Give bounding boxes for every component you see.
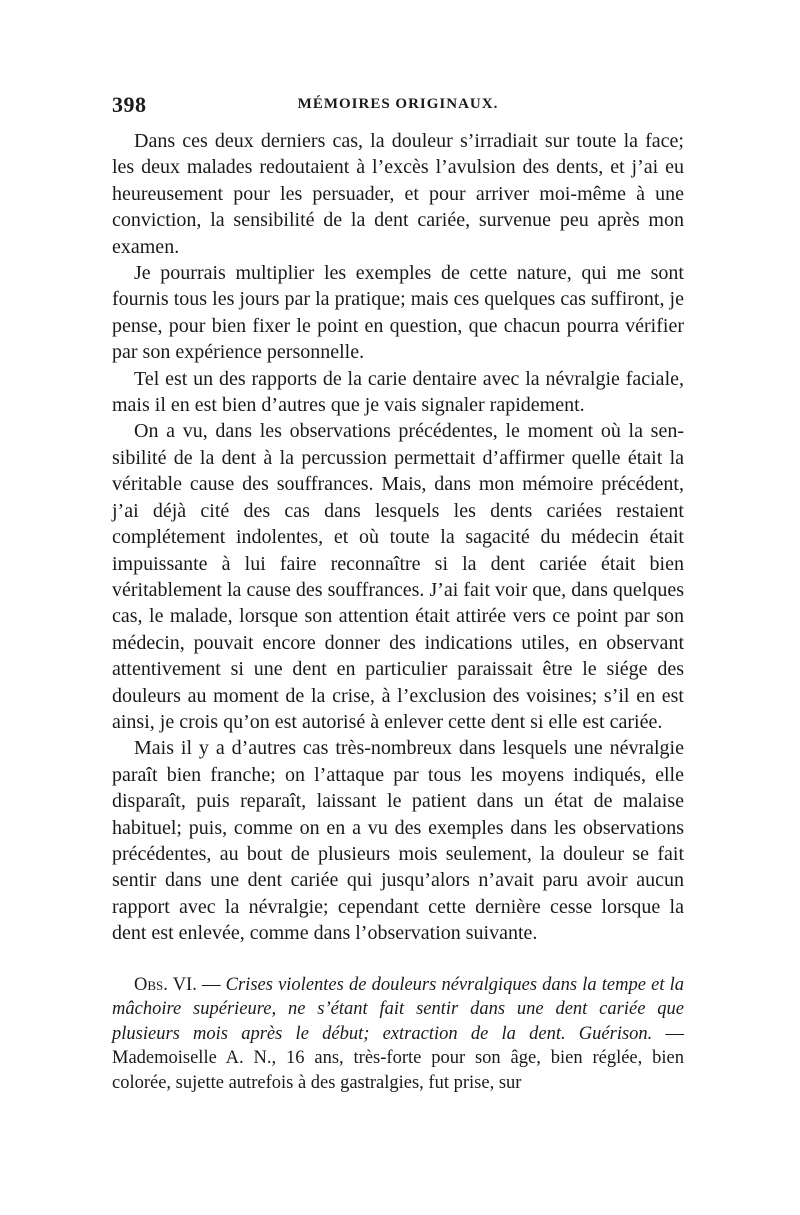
observation-text: — Mademoiselle A. N., 16 ans, très-forte pour son âge, bien réglée, bien colorée, sujette autrefois à des gastralgies, fut prise, sur [112,1023,684,1093]
document-page [112,92,684,1095]
paragraph: Dans ces deux derniers cas, la douleur s’irradiait sur toute la face; les deux malades redoutaient à l’excès l’avulsion des dents, et j’ai eu heureusement pour les persuader, et pour arriver moi-même à une conviction, la sensibilité de la dent cariée, survenue peu après mon examen. [112,130,684,258]
paragraph: Je pourrais multiplier les exemples de cette nature, qui me sont fournis tous les jours par la pratique; mais ces quelques cas suffiront, je pense, pour bien fixer le point en question, que chacun pourra vérifier par son expérience personnelle. [112,262,684,364]
observation-title: Crises violentes de douleurs névralgiques dans la tempe et la mâchoire supérieure, ne s’étant fait sentir dans une dent cariée que plusieurs mois après le début; extraction de la dent. Guérison. [112,974,684,1044]
body-text [112,128,684,947]
running-head: MÉMOIRES ORIGINAUX. [297,96,499,112]
page-header [112,92,684,122]
observation-block [112,973,684,1096]
page-number: 398 [112,92,147,117]
paragraph: Tel est un des rapports de la carie dentaire avec la névralgie faciale, mais il en est bien d’autres que je vais signaler rapidement. [112,367,684,417]
paragraph: Mais il y a d’autres cas très-nombreux dans lesquels une névralgie paraît bien franche; on l’attaque par tous les moyens indiqués, elle disparaît, puis reparaît, laissant le patient dans un état de malaise habituel; puis, comme on en a vu des exemples dans les observations précédentes, au bout de plusieurs mois seulement, la douleur se fait sentir dans une dent cariée qui jusqu’alors n’avait paru avoir aucun rapport avec la névralgie; cependant cette dernière cesse lorsque la dent est enlevée, comme dans l’observation suivante. [112,737,684,945]
observation-dash: — [196,974,226,995]
observation-label: Obs. VI. [134,974,197,995]
paragraph: On a vu, dans les observations précédentes, le moment où la sensibilité de la dent à la percussion permettait d’affirmer quelle était la véritable cause des souffrances. Mais, dans mon mémoire précédent, j’ai déjà cité des cas dans lesquels les dents cariées restaient complétement indolentes, et où toute la sagacité du médecin était impuissante à lui faire reconnaître si la dent cariée était bien véritablement la cause des souffrances. J’ai fait voir que, dans quelques cas, le malade, lorsque son attention était attirée vers ce point par son médecin, pouvait encore donner des indications utiles, en observant attentivement si une dent en particulier paraissait être le siége des douleurs au moment de la crise, à l’exclusion des voisines; s’il en est ainsi, je crois qu’on est autorisé à enlever cette dent si elle est cariée. [112,420,684,733]
